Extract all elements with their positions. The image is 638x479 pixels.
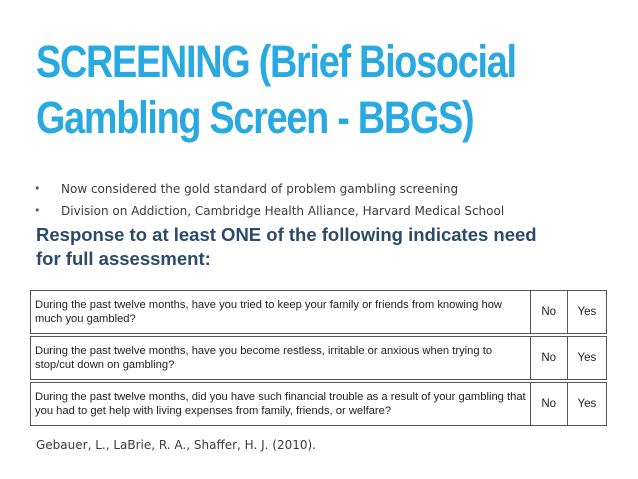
- assessment-criterion: [36, 223, 616, 271]
- answer-no: No: [530, 337, 567, 380]
- bullet-text: Now considered the gold standard of problem gambling screening: [61, 182, 459, 196]
- question-cell: [31, 291, 531, 334]
- bullet-dot-icon: •: [34, 204, 41, 217]
- question-line: During the past twelve months, did you have such financial trouble as a result of your gambling that: [35, 391, 526, 403]
- answer-no: No: [530, 291, 567, 334]
- question-line: much you gambled?: [35, 313, 136, 325]
- slide-title: [36, 34, 523, 146]
- assessment-criterion-line-1: Response to at least ONE of the following indicates need: [36, 224, 537, 245]
- question-cell: [31, 383, 531, 426]
- question-cell: [31, 337, 531, 380]
- bullet-list: [34, 178, 624, 222]
- answer-yes: Yes: [567, 291, 606, 334]
- bullet-dot-icon: •: [34, 182, 41, 195]
- answer-yes: Yes: [567, 383, 606, 426]
- bullet-item: [34, 178, 624, 200]
- bbgs-question-table: [30, 290, 607, 426]
- table-row: [31, 291, 607, 334]
- slide-title-line-2: Gambling Screen - BBGS): [36, 92, 474, 143]
- slide-title-line-1: SCREENING (Brief Biosocial: [36, 36, 516, 87]
- question-line: you had to get help with living expenses from family, friends, or welfare?: [35, 405, 392, 417]
- bullet-text: Division on Addiction, Cambridge Health Alliance, Harvard Medical School: [61, 204, 505, 218]
- answer-yes: Yes: [567, 337, 606, 380]
- question-line: During the past twelve months, have you tried to keep your family or friends from knowing how: [35, 299, 502, 311]
- citation: Gebauer, L., LaBrie, R. A., Shaffer, H. J. (2010).: [36, 438, 316, 452]
- answer-no: No: [530, 383, 567, 426]
- table-row: [31, 337, 607, 380]
- question-line: stop/cut down on gambling?: [35, 359, 175, 371]
- table-row: [31, 383, 607, 426]
- bullet-item: [34, 200, 624, 222]
- question-line: During the past twelve months, have you become restless, irritable or anxious when trying to: [35, 345, 493, 357]
- assessment-criterion-line-2: for full assessment:: [36, 248, 211, 269]
